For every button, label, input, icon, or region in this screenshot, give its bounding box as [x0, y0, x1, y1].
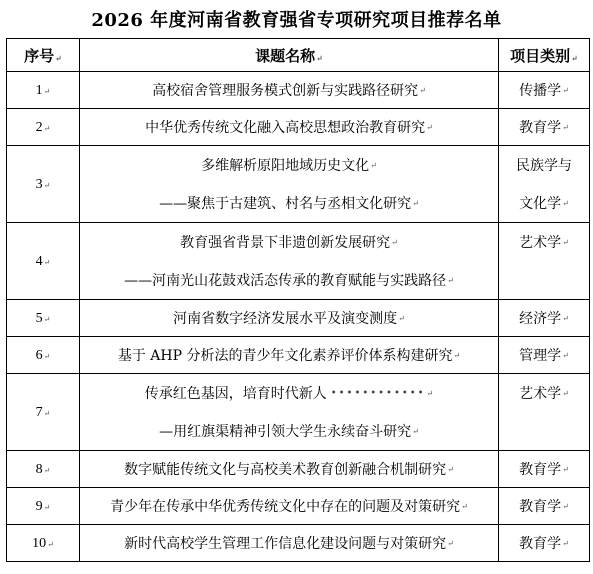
topic-cell — [80, 488, 499, 525]
category-cell — [499, 374, 590, 451]
paragraph-mark: ↵ — [43, 180, 51, 190]
row-number-text: 8 — [35, 461, 43, 477]
topic-title: 传承红色基因，培育时代新人 — [144, 386, 327, 402]
topic-cell — [80, 300, 499, 337]
category-text: 传播学 — [519, 83, 562, 99]
topic-subtitle: —用红旗渠精神引领大学生永续奋斗研究 — [159, 424, 412, 440]
table-row — [7, 146, 590, 223]
topic-cell — [80, 109, 499, 146]
paragraph-mark: ↵ — [562, 237, 569, 247]
topic-cell — [80, 525, 499, 562]
row-number — [7, 146, 80, 223]
table-row — [7, 374, 590, 451]
topic-title: 数字赋能传统文化与高校美术教育创新融合机制研究 — [124, 462, 447, 478]
topic-title: 教育强省背景下非遗创新发展研究 — [180, 235, 391, 251]
table-row — [7, 223, 590, 300]
row-number — [7, 109, 80, 146]
topic-cell — [80, 223, 499, 300]
category-text: 文化学 — [519, 196, 562, 212]
topic-cell — [80, 337, 499, 374]
header-no: 序号↵ — [7, 39, 80, 72]
category-cell — [499, 72, 590, 109]
category-text: 教育学 — [519, 120, 562, 136]
category-cell — [499, 525, 590, 562]
category-cell — [499, 146, 590, 223]
paragraph-mark: ↵ — [447, 275, 454, 285]
table-row — [7, 451, 590, 488]
paragraph-mark: ↵ — [562, 464, 569, 474]
row-number — [7, 337, 80, 374]
topic-subtitle: ——河南光山花鼓戏活态传承的教育赋能与实践路径 — [124, 273, 447, 289]
paragraph-mark: ↵ — [398, 313, 405, 323]
topic-title: 青少年在传承中华优秀传统文化中存在的问题及对策研究 — [110, 499, 461, 515]
row-number — [7, 300, 80, 337]
page-title: 2026 年度河南省教育强省专项研究项目推荐名单 — [91, 10, 502, 31]
category-cell — [499, 300, 590, 337]
paragraph-mark: ↵ — [562, 350, 569, 360]
row-number-text: 2 — [35, 119, 43, 135]
paragraph-mark: ↵ — [43, 351, 51, 361]
paragraph-mark: ↵ — [562, 388, 569, 398]
row-number — [7, 525, 80, 562]
row-number-text: 6 — [35, 347, 43, 363]
topic-title: 新时代高校学生管理工作信息化建设问题与对策研究 — [124, 536, 447, 552]
topic-cell — [80, 374, 499, 451]
row-number — [7, 488, 80, 525]
paragraph-mark: ↵ — [47, 539, 54, 549]
row-number-text: 1 — [35, 82, 43, 98]
row-number — [7, 374, 80, 451]
table-row — [7, 300, 590, 337]
category-text: 民族学与 — [516, 158, 572, 174]
paragraph-mark: ↵ — [419, 85, 426, 95]
topic-subtitle: ——聚焦于古建筑、村名与丞相文化研究 — [159, 196, 412, 212]
paragraph-mark: ↵ — [426, 122, 433, 132]
category-cell — [499, 109, 590, 146]
row-number — [7, 72, 80, 109]
row-number-text: 10 — [32, 535, 47, 551]
category-text: 教育学 — [519, 536, 562, 552]
dot-leader: •••••••••••• — [330, 387, 426, 399]
paragraph-mark: ↵ — [447, 538, 454, 548]
row-number-text: 9 — [35, 498, 43, 514]
paragraph-mark: ↵ — [43, 123, 51, 133]
project-table — [6, 38, 590, 562]
paragraph-mark: ↵ — [43, 86, 51, 96]
paragraph-mark: ↵ — [562, 198, 569, 208]
row-number — [7, 223, 80, 300]
paragraph-mark: ↵ — [562, 538, 569, 548]
paragraph-mark: ↵ — [412, 426, 419, 436]
row-number-text: 5 — [35, 310, 43, 326]
row-number-text: 4 — [35, 253, 43, 269]
topic-title: 中华优秀传统文化融入高校思想政治教育研究 — [145, 120, 426, 136]
topic-cell — [80, 72, 499, 109]
paragraph-mark: ↵ — [562, 313, 569, 323]
category-cell — [499, 451, 590, 488]
paragraph-mark: ↵ — [461, 501, 468, 511]
category-text: 教育学 — [519, 462, 562, 478]
paragraph-mark: ↵ — [453, 350, 461, 360]
paragraph-mark: ↵ — [412, 198, 419, 208]
paragraph-mark: ↵ — [43, 408, 51, 418]
paragraph-mark: ↵ — [562, 122, 569, 132]
category-text: 管理学 — [519, 348, 562, 364]
table-header-row — [7, 39, 590, 72]
row-number-text: 3 — [35, 176, 43, 192]
category-text: 艺术学 — [519, 235, 562, 251]
paragraph-mark: ↵ — [562, 85, 569, 95]
category-text: 艺术学 — [519, 386, 562, 402]
table-row — [7, 337, 590, 374]
paragraph-mark: ↵ — [562, 501, 569, 511]
row-number — [7, 451, 80, 488]
category-text: 教育学 — [519, 499, 562, 515]
header-topic: 课题名称↵ — [80, 39, 499, 72]
paragraph-mark: ↵ — [43, 257, 51, 267]
paragraph-mark: ↵ — [43, 314, 51, 324]
paragraph-mark: ↵ — [370, 160, 377, 170]
topic-cell — [80, 451, 499, 488]
category-text: 经济学 — [519, 311, 562, 327]
paragraph-mark: ↵ — [43, 465, 51, 475]
paragraph-mark: ↵ — [447, 464, 454, 474]
category-cell — [499, 337, 590, 374]
paragraph-mark: ↵ — [426, 388, 434, 398]
category-cell — [499, 223, 590, 300]
topic-cell — [80, 146, 499, 223]
category-cell — [499, 488, 590, 525]
table-row — [7, 488, 590, 525]
topic-title: 基于 AHP 分析法的青少年文化素养评价体系构建研究 — [117, 348, 453, 364]
topic-title: 多维解析原阳地域历史文化 — [201, 158, 370, 174]
header-category: 项目类别↵ — [499, 39, 590, 72]
table-row — [7, 109, 590, 146]
topic-title: 高校宿舍管理服务模式创新与实践路径研究 — [152, 83, 419, 99]
row-number-text: 7 — [35, 404, 43, 420]
paragraph-mark: ↵ — [391, 237, 398, 247]
paragraph-mark: ↵ — [43, 502, 51, 512]
table-row — [7, 525, 590, 562]
topic-title: 河南省数字经济发展水平及演变测度 — [173, 311, 398, 327]
table-row — [7, 72, 590, 109]
